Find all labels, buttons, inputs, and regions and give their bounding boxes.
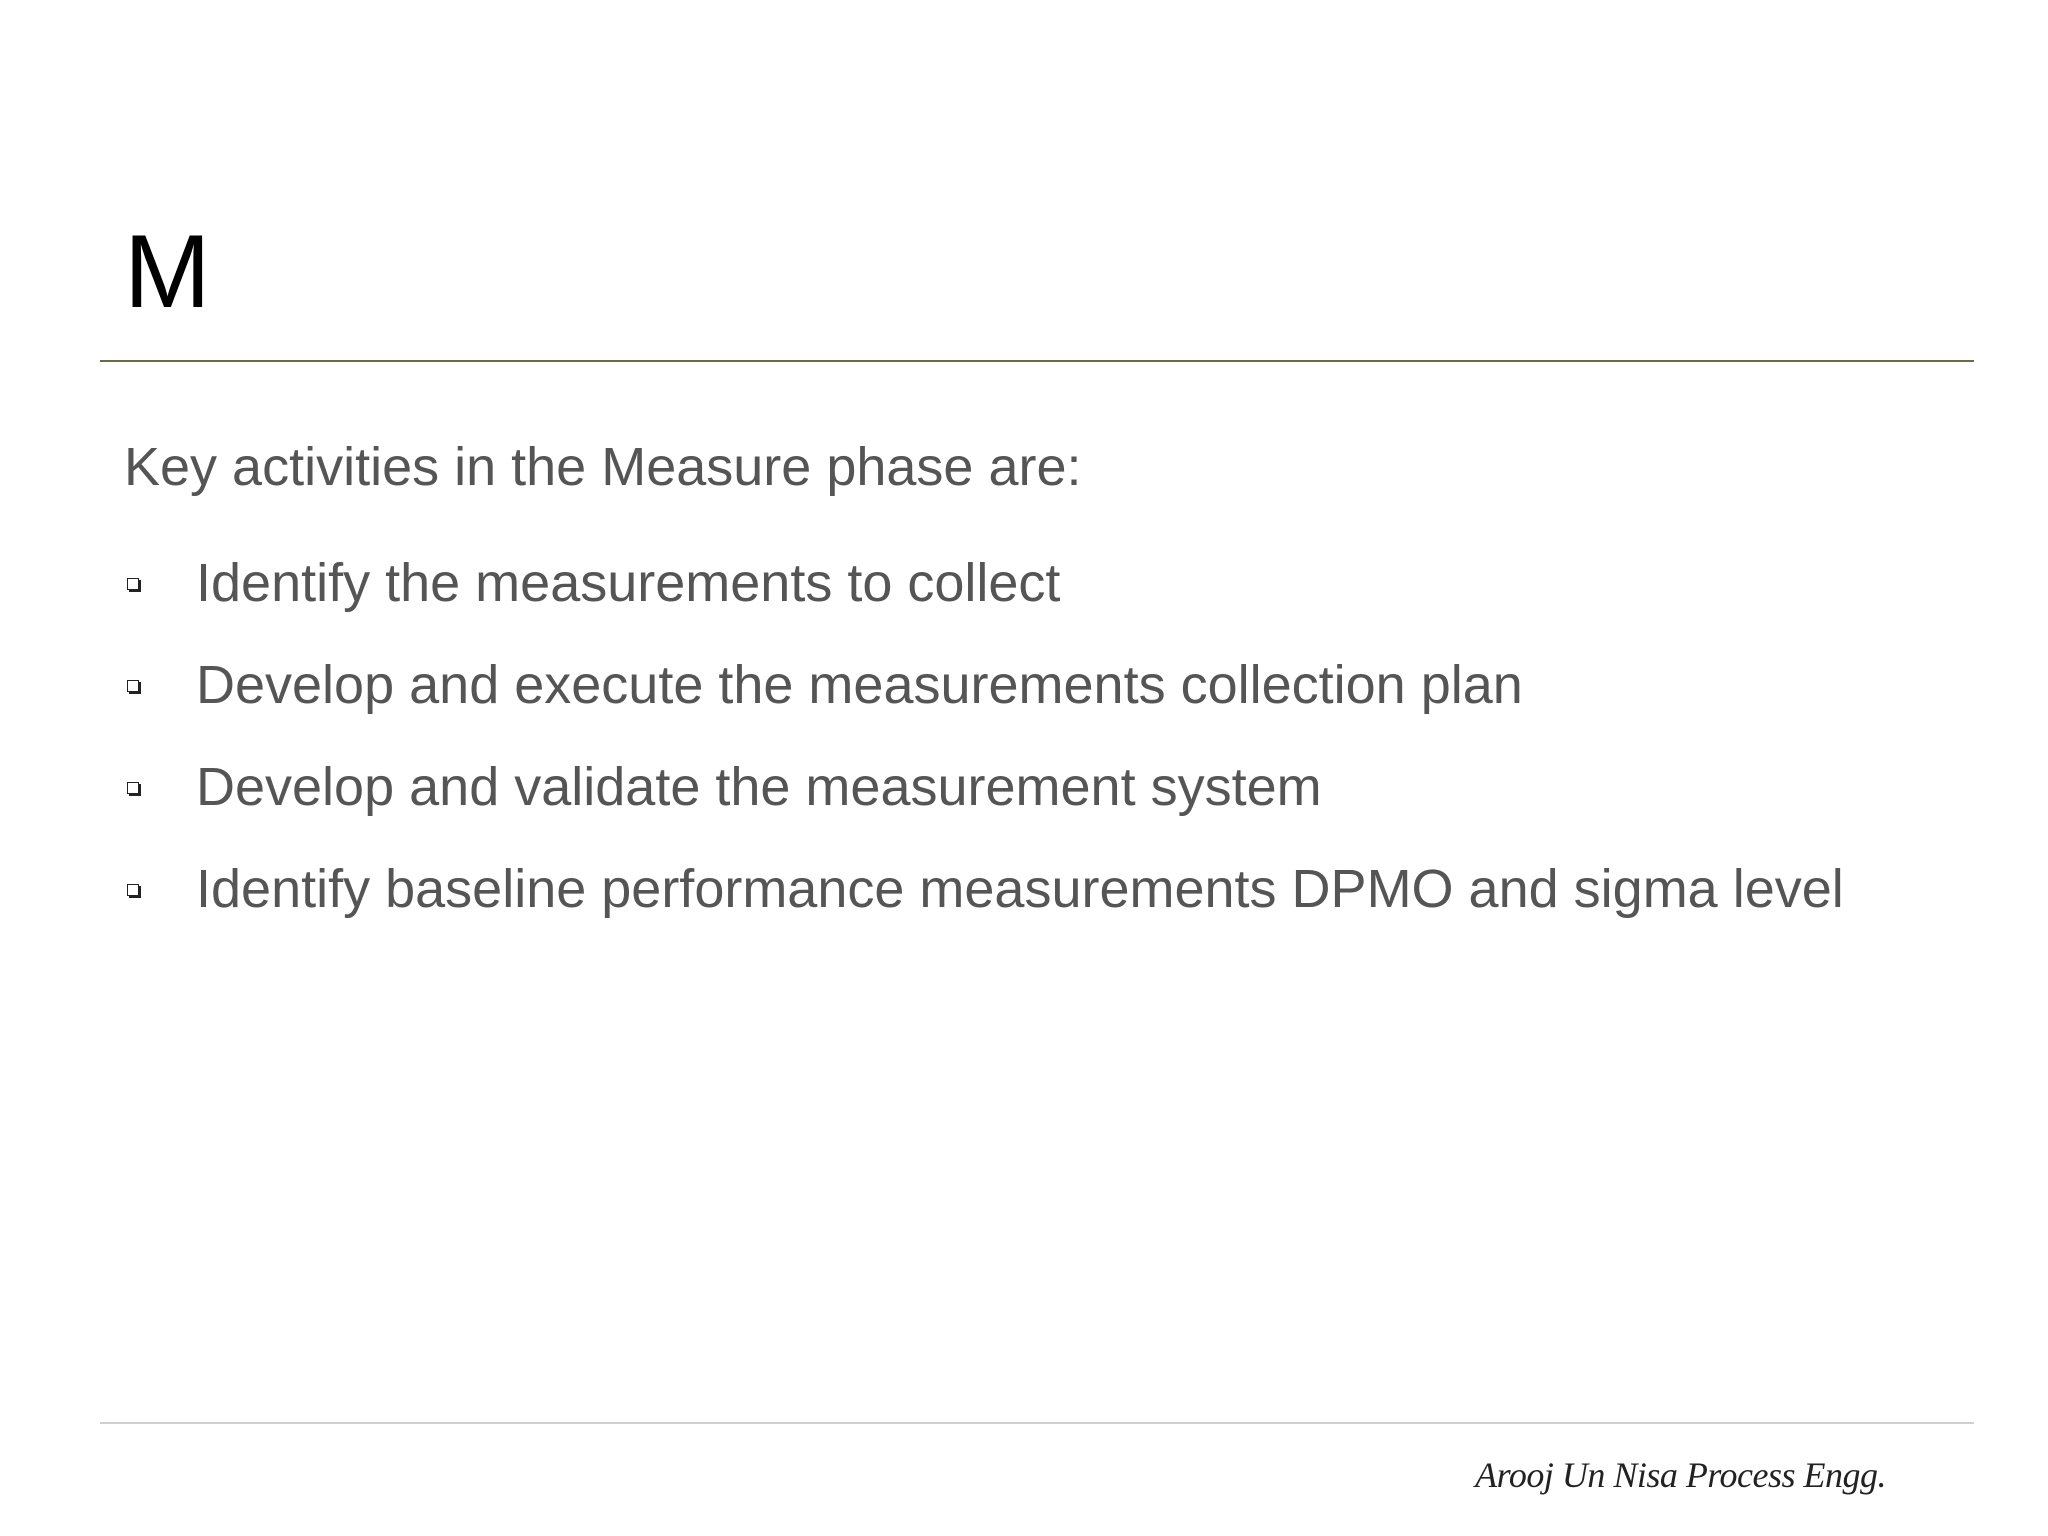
hollow-square-bullet-icon — [127, 884, 139, 896]
bullet-text: Identify the measurements to collect — [196, 553, 1061, 613]
hollow-square-bullet-icon — [127, 578, 139, 590]
bullet-item — [124, 532, 1876, 634]
bullet-item — [124, 736, 1876, 838]
bullet-text: Develop and validate the measurement system — [196, 757, 1322, 817]
footer-author: Arooj Un Nisa Process Engg. — [1475, 1455, 1886, 1495]
slide-title: M — [124, 214, 211, 330]
bullet-item — [124, 838, 1876, 940]
intro-text: Key activities in the Measure phase are: — [124, 437, 1082, 497]
hollow-square-bullet-icon — [127, 680, 139, 692]
bullet-text: Develop and execute the measurements collection plan — [196, 655, 1523, 715]
title-divider — [100, 360, 1974, 362]
bullet-item — [124, 634, 1876, 736]
hollow-square-bullet-icon — [127, 782, 139, 794]
bullet-text: Identify baseline performance measurements DPMO and sigma level — [196, 859, 1844, 919]
footer-divider — [100, 1422, 1974, 1424]
bullet-list — [124, 532, 1876, 940]
